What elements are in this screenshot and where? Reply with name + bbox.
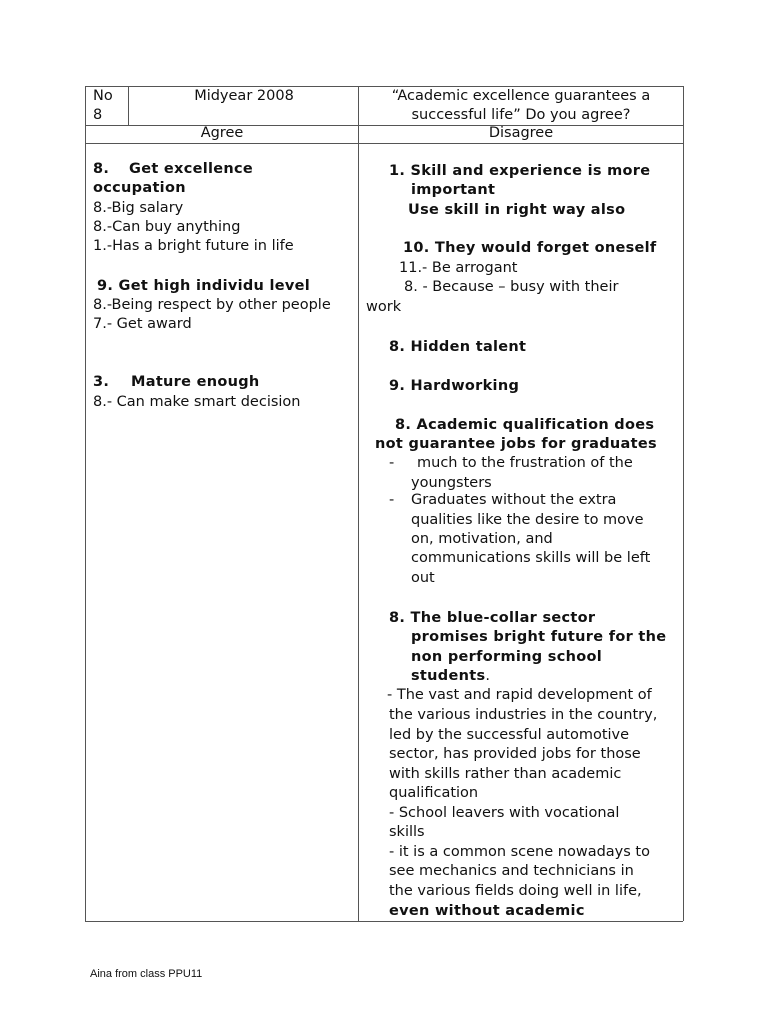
- agree-point-1-item: 1.-Has a bright future in life: [93, 238, 294, 254]
- disagree-point-4-title: 9. Hardworking: [389, 378, 520, 394]
- agree-point-1-title: Get excellence: [129, 161, 254, 177]
- agree-point-1-number: 8.: [93, 161, 110, 177]
- disagree-point-6-line: see mechanics and technicians in: [389, 863, 634, 879]
- bullet-dash: -: [389, 492, 395, 508]
- bullet-dash: -: [389, 455, 395, 471]
- disagree-point-5-bullet-1-cont: youngsters: [411, 475, 492, 491]
- disagree-point-5-bullet-2-cont: qualities like the desire to move: [411, 512, 644, 528]
- disagree-point-5-bullet-2-cont: out: [411, 570, 435, 586]
- disagree-point-5-title-cont: not guarantee jobs for graduates: [375, 436, 657, 452]
- disagree-point-6-title-last: [411, 667, 490, 687]
- disagree-point-6-line: - The vast and rapid development of: [387, 687, 652, 703]
- agree-point-2-item: 8.-Being respect by other people: [93, 297, 331, 313]
- question-line-1: “Academic excellence guarantees a: [391, 88, 651, 104]
- agree-point-3-title: Mature enough: [131, 374, 260, 390]
- disagree-point-2-item: 8. - Because – busy with their: [404, 279, 619, 295]
- disagree-point-5-bullet-1: much to the frustration of the: [417, 455, 633, 471]
- disagree-point-6-line: - it is a common scene nowadays to: [389, 844, 650, 860]
- disagree-point-6-line: with skills rather than academic: [389, 766, 622, 782]
- disagree-point-6-line: skills: [389, 824, 425, 840]
- disagree-point-5-bullet-2-cont: on, motivation, and: [411, 531, 553, 547]
- agree-heading: Agree: [200, 125, 244, 141]
- table-border-no-divider: [128, 86, 129, 125]
- disagree-point-6-title-cont: non performing school: [411, 649, 603, 665]
- disagree-point-3-title: 8. Hidden talent: [389, 339, 527, 355]
- disagree-point-1-title: 1. Skill and experience is more: [389, 163, 651, 179]
- footer-author: Aina from class PPU11: [90, 968, 203, 980]
- disagree-point-6-title-end: students: [411, 668, 486, 684]
- disagree-point-5-title: 8. Academic qualification does: [395, 417, 655, 433]
- disagree-point-6-line: sector, has provided jobs for those: [389, 746, 641, 762]
- disagree-point-2-title: 10. They would forget oneself: [403, 240, 657, 256]
- session-label: Midyear 2008: [194, 88, 294, 104]
- disagree-point-6-line: - School leavers with vocational: [389, 805, 620, 821]
- disagree-point-6-title-cont: promises bright future for the: [411, 629, 667, 645]
- disagree-heading: Disagree: [488, 125, 554, 141]
- disagree-point-1-sub: Use skill in right way also: [408, 202, 626, 218]
- agree-point-3-number: 3.: [93, 374, 110, 390]
- table-border-right: [683, 86, 684, 921]
- disagree-point-5-bullet-2: Graduates without the extra: [411, 492, 617, 508]
- disagree-point-1-title-cont: important: [411, 182, 496, 198]
- disagree-point-6-line: the various fields doing well in life,: [389, 883, 642, 899]
- disagree-point-6-line: the various industries in the country,: [389, 707, 658, 723]
- disagree-point-6-period: .: [485, 668, 490, 684]
- agree-point-1-item: 8.-Can buy anything: [93, 219, 241, 235]
- agree-point-2-title: 9. Get high individu level: [97, 278, 311, 294]
- disagree-point-5-bullet-2-cont: communications skills will be left: [411, 550, 651, 566]
- disagree-point-6-line: led by the successful automotive: [389, 727, 630, 743]
- question-line-2: successful life” Do you agree?: [411, 107, 631, 123]
- table-border-bottom: [85, 921, 683, 922]
- agree-point-1-item: 8.-Big salary: [93, 200, 184, 216]
- disagree-point-2-item-cont: work: [366, 299, 402, 315]
- agree-point-1-title-cont: occupation: [93, 180, 186, 196]
- no-label: No: [93, 88, 113, 104]
- disagree-point-2-item: 11.- Be arrogant: [399, 260, 518, 276]
- agree-point-2-item: 7.- Get award: [93, 316, 192, 332]
- table-border-left: [85, 86, 86, 921]
- disagree-point-6-last-line: even without academic: [389, 903, 585, 919]
- disagree-point-6-title: 8. The blue-collar sector: [389, 610, 596, 626]
- table-border-middle: [358, 86, 359, 921]
- no-value: 8: [93, 107, 103, 123]
- disagree-point-6-line: qualification: [389, 785, 479, 801]
- agree-point-3-item: 8.- Can make smart decision: [93, 394, 301, 410]
